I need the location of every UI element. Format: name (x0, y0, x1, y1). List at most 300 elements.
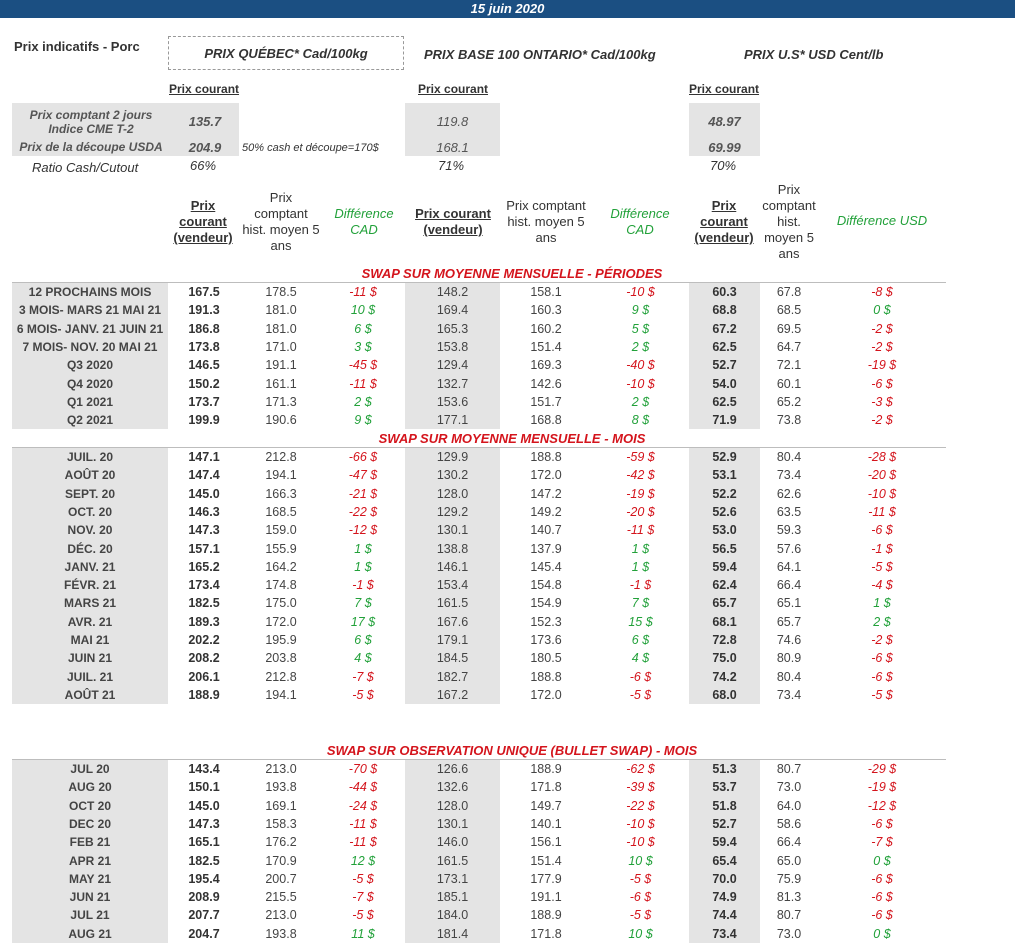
quebec-prix-courant: 208.2 (188, 651, 220, 666)
quebec-diff: 2 $ (354, 394, 372, 409)
ontario-hist: 172.0 (530, 468, 562, 483)
us-prix-courant: 52.2 (712, 486, 737, 501)
ontario-hist: 191.1 (530, 890, 562, 905)
ontario-prix-courant: 130.1 (436, 523, 469, 538)
us-hist: 64.1 (776, 559, 802, 574)
prix-courant-label-ontario: Prix courant (418, 82, 489, 96)
ontario-prix-courant: 128.0 (436, 798, 469, 813)
quebec-prix-courant: 147.4 (188, 468, 220, 483)
quebec-diff: -11 $ (349, 835, 377, 850)
us-prix-courant: 67.2 (712, 321, 737, 336)
ontario-diff: -40 $ (626, 358, 655, 373)
ontario-hist: 154.8 (530, 578, 562, 593)
us-prix-courant: 52.7 (712, 816, 737, 831)
ontario-hist: 154.9 (530, 596, 562, 611)
quebec-hist: 212.8 (265, 669, 297, 684)
quebec-hist: 176.2 (265, 835, 297, 850)
row-label: JUN 21 (69, 890, 111, 905)
ontario-prix-courant: 167.6 (436, 614, 469, 629)
ontario-prix-courant: 182.7 (436, 669, 469, 684)
ontario-prix-courant: 181.4 (436, 926, 469, 941)
quebec-diff: -5 $ (352, 687, 374, 702)
ontario-diff: -6 $ (629, 890, 652, 905)
ontario-diff: -10 $ (626, 285, 655, 299)
quebec-hist: 190.6 (265, 413, 297, 428)
ontario-diff: 10 $ (628, 853, 653, 868)
us-diff: -6 $ (871, 816, 893, 831)
ontario-hist: 156.1 (530, 835, 562, 850)
comptant-label: Prix comptant 2 jours Indice CME T-2 (29, 108, 153, 136)
quebec-hist: 172.0 (265, 614, 297, 629)
ontario-comptant-value: 119.8 (436, 114, 469, 129)
row-label: Q4 2020 (66, 376, 114, 391)
row-label: AOÛT 21 (64, 687, 116, 702)
ontario-prix-courant: 184.5 (436, 651, 469, 666)
us-diff: 0 $ (873, 926, 891, 941)
quebec-diff: -66 $ (348, 450, 378, 464)
quebec-diff: -24 $ (348, 798, 378, 813)
quebec-ratio-value: 66% (190, 158, 217, 173)
us-hist: 80.7 (776, 762, 802, 776)
quebec-hist: 155.9 (265, 541, 297, 556)
quebec-prix-courant: 167.5 (188, 285, 220, 299)
ontario-diff: -10 $ (626, 816, 655, 831)
us-hist: 66.4 (776, 578, 802, 593)
row-label: 7 MOIS- NOV. 20 MAI 21 (22, 339, 158, 354)
date-banner: 15 juin 2020 (0, 0, 1015, 18)
us-prix-courant: 74.4 (712, 908, 737, 923)
quebec-prix-courant: 206.1 (188, 669, 220, 684)
us-hist: 73.0 (776, 926, 802, 941)
prix-courant-label-quebec: Prix courant (169, 82, 240, 96)
us-prix-courant: 62.5 (712, 339, 737, 354)
us-prix-courant: 62.4 (712, 578, 737, 593)
us-hist: 80.4 (776, 450, 802, 464)
us-hist: 65.7 (776, 614, 802, 629)
us-prix-courant: 52.9 (712, 450, 737, 464)
quebec-hist: 159.0 (265, 523, 297, 538)
quebec-hist: 203.8 (265, 651, 297, 666)
ontario-diff: -11 $ (626, 523, 655, 538)
header-prix-courant-ontario: Prix courant (vendeur) (415, 206, 491, 237)
us-prix-courant: 54.0 (712, 376, 737, 391)
us-prix-courant: 74.2 (712, 669, 737, 684)
ontario-diff: 1 $ (631, 559, 650, 574)
ontario-prix-courant: 185.1 (436, 890, 469, 905)
header-diff-cad-ontario: Différence CAD (610, 206, 670, 237)
ontario-hist: 151.7 (530, 394, 562, 409)
quebec-hist: 178.5 (265, 285, 297, 299)
quebec-column-title: PRIX QUÉBEC* Cad/100kg (204, 45, 368, 61)
quebec-prix-courant: 150.2 (188, 376, 220, 391)
us-diff: -19 $ (867, 358, 897, 373)
header-diff-usd: Différence USD (836, 213, 928, 228)
row-label: Q3 2020 (66, 358, 114, 373)
quebec-prix-courant: 145.0 (188, 798, 220, 813)
quebec-hist: 194.1 (265, 687, 297, 702)
us-prix-courant: 53.7 (712, 780, 737, 795)
quebec-prix-courant: 150.1 (188, 780, 220, 795)
ontario-hist: 172.0 (530, 687, 562, 702)
us-hist: 68.5 (776, 303, 802, 318)
ontario-diff: 5 $ (631, 321, 650, 336)
header-prix-courant-quebec: Prix courant (vendeur) (173, 198, 233, 245)
section-title-bullet: SWAP SUR OBSERVATION UNIQUE (BULLET SWAP) - MOIS (326, 743, 698, 758)
row-label: JUL 20 (70, 762, 110, 776)
us-hist: 69.5 (776, 321, 802, 336)
ontario-prix-courant: 132.6 (436, 780, 469, 795)
quebec-prix-courant: 208.9 (188, 890, 220, 905)
ontario-diff: 4 $ (631, 651, 650, 666)
quebec-hist: 174.8 (265, 578, 297, 593)
row-label: APR 21 (68, 853, 112, 868)
quebec-prix-courant: 173.8 (188, 339, 220, 354)
ontario-prix-courant: 161.5 (436, 596, 469, 611)
us-diff: -6 $ (871, 523, 893, 538)
ontario-prix-courant: 146.1 (436, 559, 469, 574)
us-prix-courant: 53.0 (712, 523, 737, 538)
us-prix-courant: 65.4 (712, 853, 737, 868)
quebec-hist: 191.1 (265, 358, 297, 373)
ontario-hist: 145.4 (530, 559, 562, 574)
quebec-diff: -7 $ (352, 669, 374, 684)
quebec-diff: 12 $ (350, 853, 376, 868)
quebec-diff: -5 $ (352, 908, 374, 923)
us-prix-courant: 59.4 (712, 559, 737, 574)
section-title-periodes: SWAP SUR MOYENNE MENSUELLE - PÉRIODES (361, 266, 663, 281)
quebec-diff: -12 $ (348, 523, 378, 538)
ontario-ratio-value: 71% (438, 158, 465, 173)
header-hist-ontario: Prix comptant hist. moyen 5 ans (506, 198, 586, 245)
ontario-diff: 10 $ (628, 926, 653, 941)
row-label: MARS 21 (63, 596, 116, 611)
row-label: JUL 21 (70, 908, 110, 923)
ontario-diff: -5 $ (629, 871, 652, 886)
row-label: 3 MOIS- MARS 21 MAI 21 (18, 303, 162, 318)
ontario-prix-courant: 153.8 (436, 339, 469, 354)
us-hist: 81.3 (776, 890, 802, 905)
ontario-diff: -62 $ (626, 762, 655, 776)
quebec-diff: 3 $ (354, 339, 372, 354)
quebec-hist: 171.3 (265, 394, 297, 409)
quebec-prix-courant: 186.8 (188, 321, 220, 336)
quebec-prix-courant: 182.5 (188, 853, 220, 868)
us-comptant-value: 48.97 (708, 114, 741, 129)
ontario-diff: -19 $ (626, 486, 655, 501)
quebec-hist: 200.7 (265, 871, 297, 886)
quebec-prix-courant: 204.7 (188, 926, 220, 941)
ontario-prix-courant: 161.5 (436, 853, 469, 868)
quebec-hist: 215.5 (265, 890, 297, 905)
quebec-prix-courant: 157.1 (188, 541, 220, 556)
us-diff: -5 $ (871, 687, 893, 702)
row-label: AUG 21 (68, 926, 112, 941)
ontario-column-title: PRIX BASE 100 ONTARIO* Cad/100kg (424, 47, 656, 62)
ontario-diff: 1 $ (631, 541, 650, 556)
ontario-prix-courant: 128.0 (436, 486, 469, 501)
prix-courant-label-us: Prix courant (689, 82, 760, 96)
quebec-diff: 10 $ (350, 303, 376, 318)
quebec-diff: 1 $ (354, 559, 372, 574)
us-hist: 73.8 (776, 413, 802, 428)
quebec-prix-courant: 173.4 (188, 578, 220, 593)
ontario-prix-courant: 179.1 (436, 633, 469, 647)
ontario-diff: -20 $ (626, 504, 655, 519)
ontario-diff: 7 $ (631, 596, 650, 611)
ontario-prix-courant: 169.4 (436, 303, 469, 318)
us-hist: 67.8 (776, 285, 802, 299)
quebec-hist: 212.8 (265, 450, 297, 464)
quebec-diff: 7 $ (354, 596, 372, 611)
row-label: OCT. 20 (67, 504, 112, 519)
quebec-hist: 213.0 (265, 908, 297, 923)
us-hist: 73.4 (776, 687, 802, 702)
quebec-hist: 213.0 (265, 762, 297, 776)
quebec-diff: -11 $ (349, 376, 377, 391)
us-diff: 0 $ (873, 303, 891, 318)
us-diff: -29 $ (867, 762, 897, 776)
ontario-prix-courant: 153.6 (436, 394, 469, 409)
ontario-diff: -1 $ (629, 578, 652, 593)
row-label: AUG 20 (68, 780, 112, 795)
ontario-hist: 142.6 (530, 376, 562, 391)
us-hist: 73.0 (776, 780, 802, 795)
us-diff: -2 $ (871, 321, 893, 336)
ontario-diff: -22 $ (626, 798, 655, 813)
ontario-diff: -59 $ (626, 450, 655, 464)
us-diff: -1 $ (871, 541, 893, 556)
quebec-diff: -44 $ (348, 780, 378, 795)
quebec-diff: -70 $ (348, 762, 378, 776)
quebec-hist: 195.9 (265, 633, 297, 647)
us-prix-courant: 68.1 (712, 614, 737, 629)
section-title-mois: SWAP SUR MOYENNE MENSUELLE - MOIS (378, 431, 646, 446)
us-hist: 63.5 (776, 504, 802, 519)
quebec-hist: 181.0 (265, 321, 297, 336)
us-prix-courant: 74.9 (712, 890, 737, 905)
row-label: JUIL. 21 (66, 669, 114, 684)
quebec-diff: -1 $ (352, 578, 374, 593)
quebec-diff: 4 $ (354, 651, 372, 666)
quebec-hist: 158.3 (265, 816, 297, 831)
header-hist-quebec: Prix comptant hist. moyen 5 ans (242, 190, 320, 253)
us-diff: -7 $ (871, 835, 893, 850)
us-diff: -8 $ (871, 285, 893, 299)
ontario-diff: -5 $ (629, 908, 652, 923)
us-diff: -19 $ (867, 780, 897, 795)
cash-decoupe-note: 50% cash et découpe=170$ (242, 142, 379, 154)
us-prix-courant: 62.5 (712, 394, 737, 409)
ontario-prix-courant: 129.4 (436, 358, 469, 373)
ontario-hist: 177.9 (530, 871, 562, 886)
us-diff: -20 $ (867, 468, 897, 483)
ontario-prix-courant: 153.4 (436, 578, 469, 593)
quebec-prix-courant: 146.5 (188, 358, 220, 373)
ontario-prix-courant: 126.6 (436, 762, 469, 776)
us-diff: -3 $ (871, 394, 893, 409)
quebec-hist: 161.1 (265, 376, 297, 391)
us-hist: 58.6 (776, 816, 802, 831)
us-hist: 64.0 (776, 798, 802, 813)
us-prix-courant: 56.5 (712, 541, 737, 556)
quebec-hist: 193.8 (265, 780, 297, 795)
quebec-hist: 168.5 (265, 504, 297, 519)
ontario-hist: 151.4 (530, 853, 562, 868)
quebec-hist: 170.9 (265, 853, 297, 868)
quebec-prix-courant: 189.3 (188, 614, 220, 629)
us-prix-courant: 68.0 (712, 687, 737, 702)
quebec-hist: 171.0 (265, 339, 297, 354)
quebec-hist: 175.0 (265, 596, 297, 611)
ontario-hist: 147.2 (530, 486, 562, 501)
ontario-hist: 171.8 (530, 780, 562, 795)
us-diff: -6 $ (871, 376, 893, 391)
us-diff: 1 $ (873, 596, 891, 611)
row-label: 12 PROCHAINS MOIS (28, 285, 152, 299)
ontario-prix-courant: 184.0 (436, 908, 469, 923)
us-diff: -28 $ (867, 450, 897, 464)
us-hist: 74.6 (776, 633, 802, 647)
us-prix-courant: 52.6 (712, 504, 737, 519)
us-diff: -4 $ (871, 578, 893, 593)
us-hist: 80.4 (776, 669, 802, 684)
quebec-prix-courant: 165.2 (188, 559, 220, 574)
row-label: OCT 20 (68, 798, 111, 813)
quebec-prix-courant: 147.3 (188, 523, 220, 538)
ontario-diff: -42 $ (626, 468, 655, 483)
ontario-diff: -10 $ (626, 376, 655, 391)
us-diff: 0 $ (873, 853, 891, 868)
ontario-hist: 160.3 (530, 303, 562, 318)
us-hist: 72.1 (776, 358, 802, 373)
ontario-diff: 6 $ (631, 633, 650, 647)
us-diff: -2 $ (871, 339, 893, 354)
ontario-diff: 9 $ (631, 303, 650, 318)
us-hist: 66.4 (776, 835, 802, 850)
us-hist: 80.9 (776, 651, 802, 666)
row-label: 6 MOIS- JANV. 21 JUIN 21 (16, 321, 164, 336)
us-hist: 80.7 (776, 908, 802, 923)
quebec-hist: 194.1 (265, 468, 297, 483)
row-label: FEB 21 (69, 835, 111, 850)
quebec-hist: 166.3 (265, 486, 297, 501)
row-label: SEPT. 20 (64, 486, 116, 501)
ontario-prix-courant: 129.9 (436, 450, 469, 464)
us-prix-courant: 68.8 (712, 303, 737, 318)
ontario-hist: 188.9 (530, 762, 562, 776)
row-label: MAY 21 (68, 871, 112, 886)
quebec-prix-courant: 173.7 (188, 394, 220, 409)
ontario-hist: 140.7 (530, 523, 562, 538)
us-diff: -6 $ (871, 890, 893, 905)
ontario-hist: 188.8 (530, 450, 562, 464)
quebec-diff: -45 $ (348, 358, 378, 373)
us-diff: -11 $ (868, 504, 896, 519)
ontario-hist: 188.8 (530, 669, 562, 684)
us-hist: 65.1 (776, 596, 802, 611)
quebec-diff: 17 $ (350, 614, 376, 629)
quebec-prix-courant: 147.3 (188, 816, 220, 831)
us-prix-courant: 52.7 (712, 358, 737, 373)
ontario-hist: 180.5 (530, 651, 562, 666)
us-hist: 65.2 (776, 394, 802, 409)
row-label: Q2 2021 (66, 413, 114, 428)
us-prix-courant: 75.0 (712, 651, 737, 666)
ontario-prix-courant: 130.2 (436, 468, 469, 483)
quebec-prix-courant: 191.3 (188, 303, 220, 318)
row-label: Q1 2021 (66, 394, 114, 409)
us-diff: -10 $ (867, 486, 897, 501)
ontario-hist: 173.6 (530, 633, 562, 647)
ontario-prix-courant: 130.1 (436, 816, 469, 831)
us-hist: 59.3 (776, 523, 802, 538)
us-diff: -12 $ (867, 798, 897, 813)
ontario-diff: 2 $ (631, 394, 650, 409)
us-prix-courant: 73.4 (712, 926, 737, 941)
us-diff: -5 $ (871, 559, 893, 574)
page-subtitle: Prix indicatifs - Porc (14, 39, 140, 54)
quebec-prix-courant: 207.7 (188, 908, 220, 923)
quebec-prix-courant: 147.1 (188, 450, 220, 464)
quebec-prix-courant: 165.1 (188, 835, 220, 850)
quebec-diff: -7 $ (352, 890, 374, 905)
us-prix-courant: 70.0 (712, 871, 737, 886)
quebec-prix-courant: 202.2 (188, 633, 220, 647)
quebec-diff: 9 $ (354, 413, 372, 428)
ontario-prix-courant: 148.2 (436, 285, 469, 299)
row-label: NOV. 20 (67, 523, 113, 538)
ontario-hist: 152.3 (530, 614, 562, 629)
ontario-hist: 149.2 (530, 504, 562, 519)
ontario-hist: 171.8 (530, 926, 562, 941)
us-diff: -6 $ (871, 908, 893, 923)
row-label: DÉC. 20 (67, 541, 113, 556)
us-diff: -2 $ (871, 633, 893, 647)
us-prix-courant: 71.9 (712, 413, 737, 428)
row-label: DEC 20 (68, 816, 112, 831)
header-hist-us: Prix comptant hist. moyen 5 ans (762, 182, 816, 261)
row-label: FÉVR. 21 (63, 578, 117, 593)
quebec-prix-courant: 188.9 (188, 687, 220, 702)
quebec-hist: 193.8 (265, 926, 297, 941)
us-prix-courant: 51.8 (712, 798, 737, 813)
ontario-hist: 149.7 (530, 798, 562, 813)
quebec-diff: -22 $ (348, 504, 378, 519)
header-prix-courant-us: Prix courant (vendeur) (694, 198, 754, 245)
us-prix-courant: 65.7 (712, 596, 737, 611)
us-decoupe-value: 69.99 (708, 140, 741, 155)
us-diff: 2 $ (873, 614, 891, 629)
row-label: AOÛT 20 (64, 468, 116, 483)
ontario-prix-courant: 177.1 (436, 413, 469, 428)
quebec-hist: 169.1 (265, 798, 297, 813)
ontario-hist: 169.3 (530, 358, 562, 373)
us-diff: -6 $ (871, 651, 893, 666)
ontario-diff: -5 $ (629, 687, 652, 702)
ontario-hist: 158.1 (530, 285, 562, 299)
us-ratio-value: 70% (710, 158, 737, 173)
us-prix-courant: 53.1 (712, 468, 737, 483)
quebec-diff: -21 $ (348, 486, 378, 501)
ontario-diff: 15 $ (628, 614, 653, 629)
ontario-prix-courant: 165.3 (436, 321, 469, 336)
quebec-diff: -11 $ (349, 816, 377, 831)
quebec-diff: -47 $ (348, 468, 378, 483)
ontario-hist: 160.2 (530, 321, 562, 336)
ontario-prix-courant: 173.1 (436, 871, 469, 886)
quebec-diff: -5 $ (352, 871, 374, 886)
us-hist: 62.6 (776, 486, 802, 501)
